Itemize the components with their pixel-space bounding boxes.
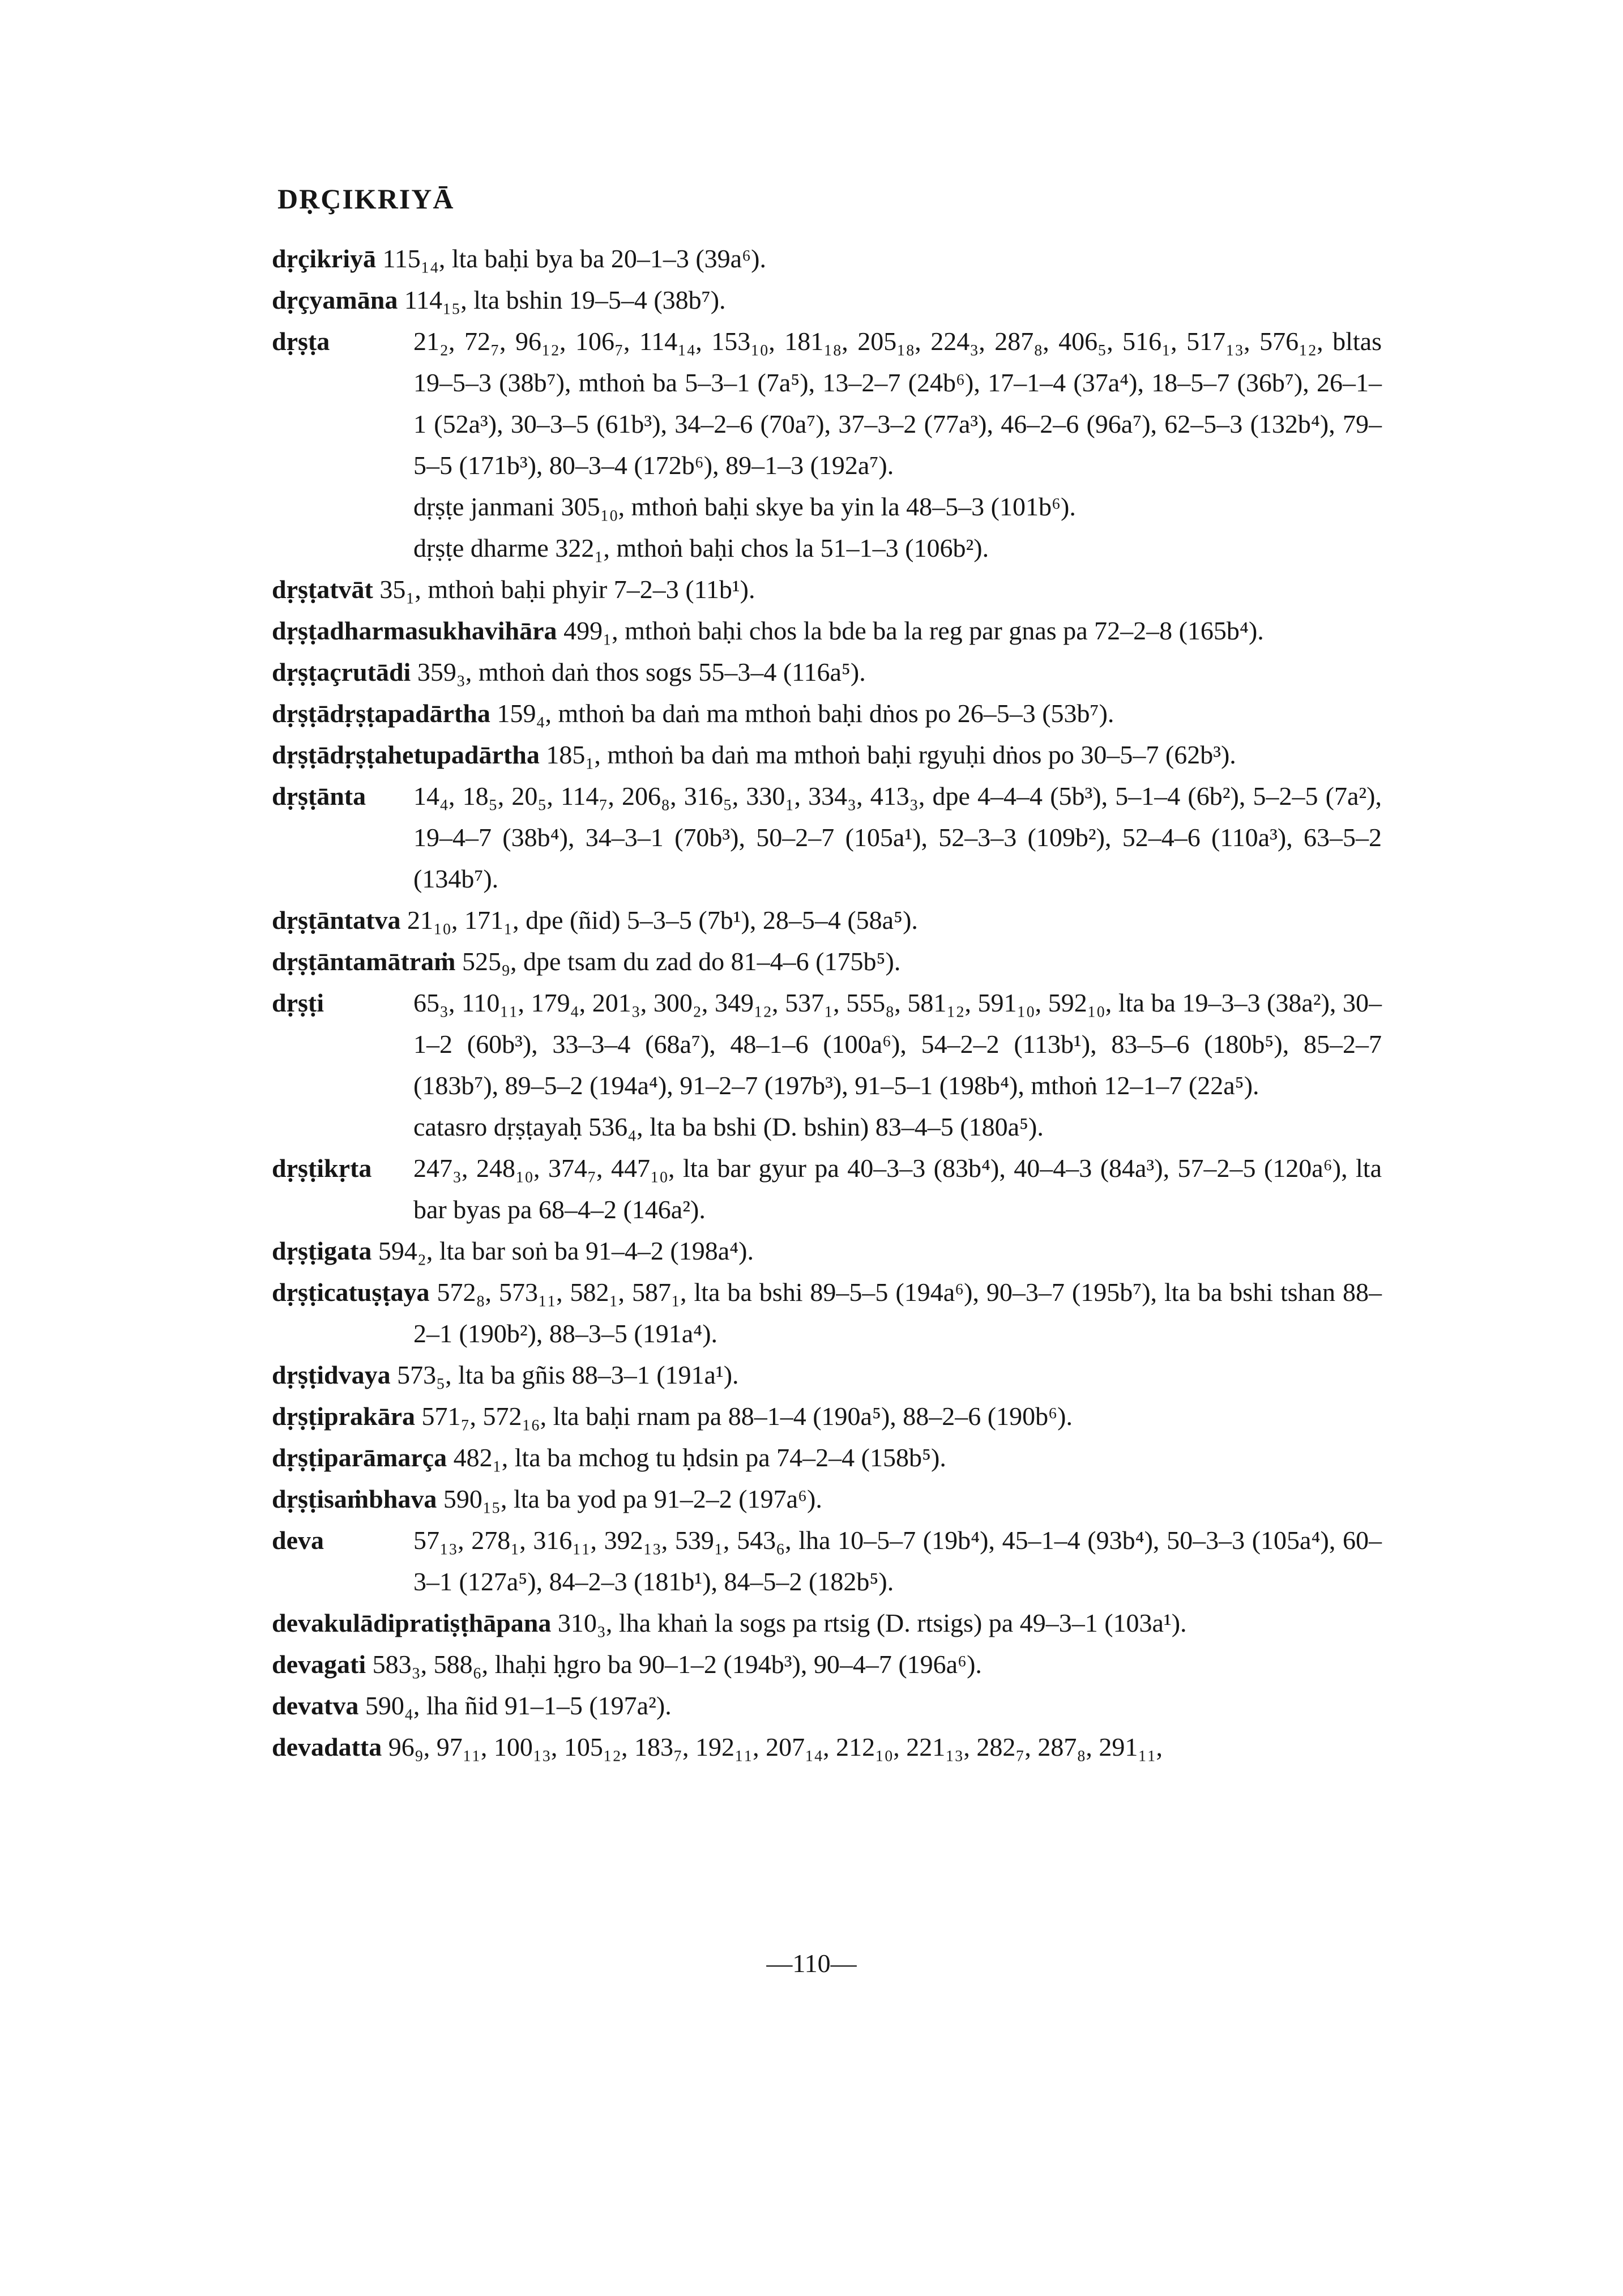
entry-references: 310₃, lha khaṅ la sogs pa rtsig (D. rtsigs) pa 49–3–1 (103a¹). [557, 1608, 1187, 1637]
entry-headword: deva [272, 1526, 324, 1555]
entry-references: 96₉, 97₁₁, 100₁₃, 105₁₂, 183₇, 192₁₁, 207₁₄, 212₁₀, 221₁₃, 282₇, 287₈, 291₁₁, [388, 1732, 1163, 1761]
entry-headword: dṛṣṭiparāmarça [272, 1443, 447, 1472]
entry-headword: dṛṣṭe dharme [413, 534, 549, 562]
entry-headword: devagati [272, 1650, 366, 1679]
entry-headword: catasro dṛṣṭayaḥ [413, 1112, 582, 1141]
entry-headword: dṛṣṭaçrutādi [272, 658, 411, 686]
dictionary-entry [272, 1230, 1382, 1271]
entry-references: 159₄, mthoṅ ba daṅ ma mthoṅ baḥi dṅos po 26–5–3 (53b⁷). [497, 699, 1114, 728]
entry-headword: dṛṣṭicatuṣṭaya [272, 1278, 430, 1307]
dictionary-entry [272, 1726, 1382, 1768]
dictionary-entry [272, 321, 1382, 486]
entry-references: 21₁₀, 171₁, dpe (ñid) 5–3–5 (7b¹), 28–5–4 (58a⁵). [407, 906, 918, 934]
dictionary-entry [272, 1685, 1382, 1726]
entry-references: 21₂, 72₇, 96₁₂, 106₇, 114₁₄, 153₁₀, 181₁₈, 205₁₈, 224₃, 287₈, 406₅, 516₁, 517₁₃, 576₁₂, bltas 19–5–3 (38b⁷), mthoṅ ba 5–3–1 (7a⁵), 13–2–7 (24b⁶), 17–1–4 (37a⁴), 18–5–7 (36b⁷), 26–1–1 (52a³), 30–3–5 (61b³), 34–2–6 (70a⁷), 37–3–2 (77a³), 46–2–6 (96a⁷), 62–5–3 (132b⁴), 79–5–5 (171b³), 80–3–4 (172b⁶), 89–1–3 (192a⁷). [413, 327, 1382, 480]
entry-references: 573₅, lta ba gñis 88–3–1 (191a¹). [397, 1360, 739, 1389]
entry-references: 525₉, dpe tsam du zad do 81–4–6 (175b⁵). [462, 947, 901, 976]
entry-headword: devatva [272, 1691, 359, 1720]
entry-headword: dṛṣṭādṛṣṭahetupadārtha [272, 740, 540, 769]
dictionary-entry [272, 693, 1382, 734]
entry-references: 571₇, 572₁₆, lta baḥi rnam pa 88–1–4 (190a⁵), 88–2–6 (190b⁶). [421, 1402, 1073, 1431]
entry-references: 185₁, mthoṅ ba daṅ ma mthoṅ baḥi rgyuḥi dṅos po 30–5–7 (62b³). [546, 740, 1236, 769]
dictionary-entry [272, 1271, 1382, 1354]
entry-references: 594₂, lta bar soṅ ba 91–4–2 (198a⁴). [378, 1236, 754, 1265]
running-header: DṚÇIKRIYĀ [277, 183, 455, 215]
entry-headword: dṛṣṭigata [272, 1236, 372, 1265]
sub-entry [413, 1106, 1382, 1147]
entry-headword: dṛṣṭi [272, 988, 324, 1017]
dictionary-entry [272, 1437, 1382, 1478]
entry-headword: dṛṣṭe janmani [413, 492, 555, 521]
entry-headword: dṛṣṭādṛṣṭapadārtha [272, 699, 490, 728]
page-number: —110— [766, 1949, 857, 1978]
entry-headword: dṛṣṭidvaya [272, 1360, 391, 1389]
sub-entry [413, 527, 1382, 569]
entry-references: 322₁, mthoṅ baḥi chos la 51–1–3 (106b²). [555, 534, 989, 562]
entry-references: 499₁, mthoṅ baḥi chos la bde ba la reg par gnas pa 72–2–8 (165b⁴). [563, 616, 1264, 645]
dictionary-entry [272, 734, 1382, 775]
entry-headword: dṛṣṭadharmasukhavihāra [272, 616, 557, 645]
entry-headword: dṛçyamāna [272, 285, 398, 314]
dictionary-entry [272, 1147, 1382, 1230]
entry-references: 115₁₄, lta baḥi bya ba 20–1–3 (39a⁶). [382, 244, 766, 273]
sub-entry [413, 486, 1382, 527]
entry-headword: devadatta [272, 1732, 382, 1761]
dictionary-entry [272, 1395, 1382, 1437]
dictionary-entry [272, 982, 1382, 1106]
dictionary-entry [272, 941, 1382, 982]
entry-headword: dṛçikriyā [272, 244, 376, 273]
dictionary-entry [272, 1602, 1382, 1644]
entry-headword: dṛṣṭāntatva [272, 906, 401, 934]
entry-headword: dṛṣṭisaṁbhava [272, 1484, 437, 1513]
entry-references: 114₁₅, lta bshin 19–5–4 (38b⁷). [404, 285, 726, 314]
entry-references: 482₁, lta ba mchog tu ḥdsin pa 74–2–4 (158b⁵). [453, 1443, 946, 1472]
dictionary-entry [272, 569, 1382, 610]
entry-references: 305₁₀, mthoṅ baḥi skye ba yin la 48–5–3 (101b⁶). [561, 492, 1076, 521]
entry-headword: devakulādipratiṣṭhāpana [272, 1608, 552, 1637]
entry-references: 583₃, 588₆, lhaḥi ḥgro ba 90–1–2 (194b³), 90–4–7 (196a⁶). [372, 1650, 982, 1679]
entry-references: 359₃, mthoṅ daṅ thos sogs 55–3–4 (116a⁵). [417, 658, 866, 686]
dictionary-entry [272, 1520, 1382, 1602]
entry-references: 590₁₅, lta ba yod pa 91–2–2 (197a⁶). [443, 1484, 822, 1513]
dictionary-entry [272, 899, 1382, 941]
entry-references: 590₄, lha ñid 91–1–5 (197a²). [365, 1691, 672, 1720]
entry-references: 14₄, 18₅, 20₅, 114₇, 206₈, 316₅, 330₁, 334₃, 413₃, dpe 4–4–4 (5b³), 5–1–4 (6b²), 5–2–5 (7a²), 19–4–7 (38b⁴), 34–3–1 (70b³), 50–2–7 (105a¹), 52–3–3 (109b²), 52–4–6 (110a³), 63–5–2 (134b⁷). [413, 782, 1382, 893]
entry-headword: dṛṣṭiprakāra [272, 1402, 415, 1431]
dictionary-entry [272, 1478, 1382, 1520]
entry-references: 57₁₃, 278₁, 316₁₁, 392₁₃, 539₁, 543₆, lha 10–5–7 (19b⁴), 45–1–4 (93b⁴), 50–3–3 (105a⁴), 60–3–1 (127a⁵), 84–2–3 (181b¹), 84–5–2 (182b⁵). [413, 1526, 1382, 1596]
dictionary-entry [272, 238, 1382, 279]
entry-references: 572₈, 573₁₁, 582₁, 587₁, lta ba bshi 89–5–5 (194a⁶), 90–3–7 (195b⁷), lta ba bshi tshan 88–2–1 (190b²), 88–3–5 (191a⁴). [413, 1278, 1382, 1348]
entry-headword: dṛṣṭāntamātraṁ [272, 947, 456, 976]
dictionary-entry [272, 775, 1382, 899]
entry-headword: dṛṣṭānta [272, 782, 366, 810]
entry-headword: dṛṣṭikṛta [272, 1154, 372, 1183]
entry-headword: dṛṣṭa [272, 327, 330, 356]
dictionary-entry [272, 1644, 1382, 1685]
dictionary-entry [272, 1354, 1382, 1395]
entry-references: 247₃, 248₁₀, 374₇, 447₁₀, lta bar gyur pa 40–3–3 (83b⁴), 40–4–3 (84a³), 57–2–5 (120a⁶), lta bar byas pa 68–4–2 (146a²). [413, 1154, 1382, 1224]
entry-references: 35₁, mthoṅ baḥi phyir 7–2–3 (11b¹). [379, 575, 755, 604]
entry-references: 536₄, lta ba bshi (D. bshin) 83–4–5 (180a⁵). [588, 1112, 1044, 1141]
entry-headword: dṛṣṭatvāt [272, 575, 373, 604]
entry-references: 65₃, 110₁₁, 179₄, 201₃, 300₂, 349₁₂, 537₁, 555₈, 581₁₂, 591₁₀, 592₁₀, lta ba 19–3–3 (38a²), 30–1–2 (60b³), 33–3–4 (68a⁷), 48–1–6 (100a⁶), 54–2–2 (113b¹), 83–5–6 (180b⁵), 85–2–7 (183b⁷), 89–5–2 (194a⁴), 91–2–7 (197b³), 91–5–1 (198b⁴), mthoṅ 12–1–7 (22a⁵). [413, 988, 1382, 1100]
dictionary-entry [272, 610, 1382, 651]
entry-list [272, 238, 1382, 1768]
dictionary-entry [272, 279, 1382, 321]
dictionary-entry [272, 651, 1382, 693]
